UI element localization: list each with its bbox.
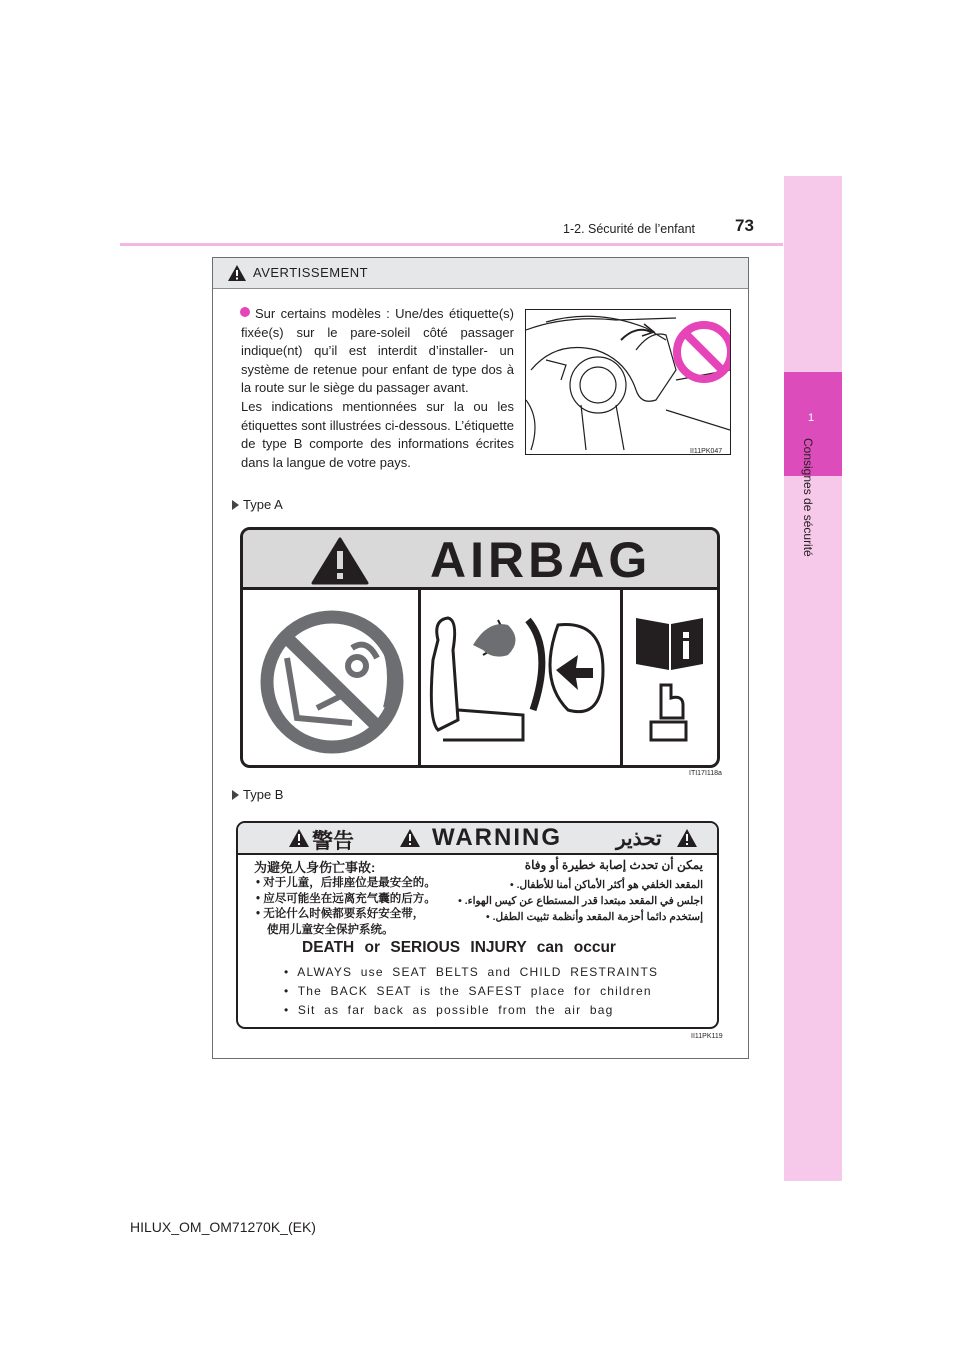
document-id: HILUX_OM_OM71270K_(EK): [130, 1219, 316, 1235]
header-rule: [120, 243, 783, 246]
chinese-title: 警告: [312, 830, 354, 853]
english-line: • Sit as far back as possible from the air bag: [284, 1003, 614, 1017]
english-line: • The BACK SEAT is the SAFEST place for children: [284, 984, 652, 998]
arrow-right-icon: [232, 790, 239, 800]
warning-body: [241, 305, 514, 398]
warning-icon: [676, 828, 698, 848]
type-a-code: ITI17I118a: [689, 770, 722, 777]
airbag-title: AIRBAG: [430, 532, 652, 588]
chapter-title: Consignes de sécurité: [801, 438, 815, 557]
airbag-warning-icon: [311, 537, 369, 585]
read-manual-icon: [631, 610, 711, 760]
airbag-label: [240, 527, 720, 768]
warning-paragraph-2: Les indications mentionnées sur la ou les étiquettes sont illustrées ci-dessous. L’étiquette de type B comporte des informations écrites dans la langue de votre pays.: [241, 399, 514, 470]
english-line: • ALWAYS use SEAT BELTS and CHILD RESTRAINTS: [284, 965, 659, 979]
no-rear-facing-seat-icon: [257, 598, 407, 762]
arabic-heading: يمكن أن تحدث إصابة خطيرة أو وفاة: [524, 858, 703, 872]
sun-visor-illustration: [525, 309, 731, 455]
chinese-line: • 无论什么时候都要系好安全带，: [256, 908, 425, 920]
chinese-line: • 对于儿童，后排座位是最安全的。: [256, 877, 436, 889]
photo-code: II11PK047: [690, 448, 723, 455]
arabic-line: إستخدم دائما أحزمة المقعد وأنظمة تثبيت الطفل. •: [486, 911, 703, 923]
warning-sticker: [236, 821, 719, 1029]
airbag-deployment-icon: [428, 600, 613, 760]
arabic-lines: [458, 877, 703, 925]
arabic-line: المقعد الخلفي هو أكثر الأماكن أمنا للأطفال. •: [510, 879, 703, 891]
warning-title: AVERTISSEMENT: [253, 265, 369, 280]
chinese-lines: [256, 876, 436, 938]
page-number: 73: [735, 216, 754, 235]
english-title: WARNING: [432, 824, 562, 851]
type-b-label: Type B: [243, 787, 284, 802]
type-b-code: II11PK119: [691, 1033, 723, 1040]
warning-body-2: [241, 398, 514, 472]
chinese-line: 使用儿童安全保护系统。: [267, 923, 394, 936]
arrow-right-icon: [232, 500, 239, 510]
sun-visor-drawing: [526, 310, 730, 454]
warning-icon: [227, 264, 247, 282]
chapter-number: 1: [808, 412, 815, 424]
side-tab: [784, 176, 842, 1181]
warning-icon: [288, 828, 310, 848]
divider: [418, 590, 421, 768]
chinese-line: • 应尽可能坐在远离充气囊的后方。: [256, 892, 436, 905]
arabic-title: تحذير: [616, 828, 662, 850]
warning-icon: [399, 828, 421, 848]
arabic-line: اجلس في المقعد مبتعدا قدر المستطاع عن كيس الهواء. •: [458, 895, 703, 907]
divider: [620, 590, 623, 768]
type-a-label: Type A: [243, 497, 283, 512]
english-lines: [284, 963, 658, 1020]
section-title: 1-2. Sécurité de l’enfant: [563, 222, 696, 236]
chinese-heading: 为避免人身伤亡事故:: [254, 860, 376, 875]
warning-paragraph-1: Sur certains modèles : Une/des étiquette(s) fixée(s) sur le pare-soleil côté passager indique(nt) qu’il est interdit d’installer- un système de retenue pour enfant de type dos à la route sur le siège du passager avant.: [241, 306, 514, 396]
english-heading: DEATH or SERIOUS INJURY can occur: [302, 939, 616, 956]
